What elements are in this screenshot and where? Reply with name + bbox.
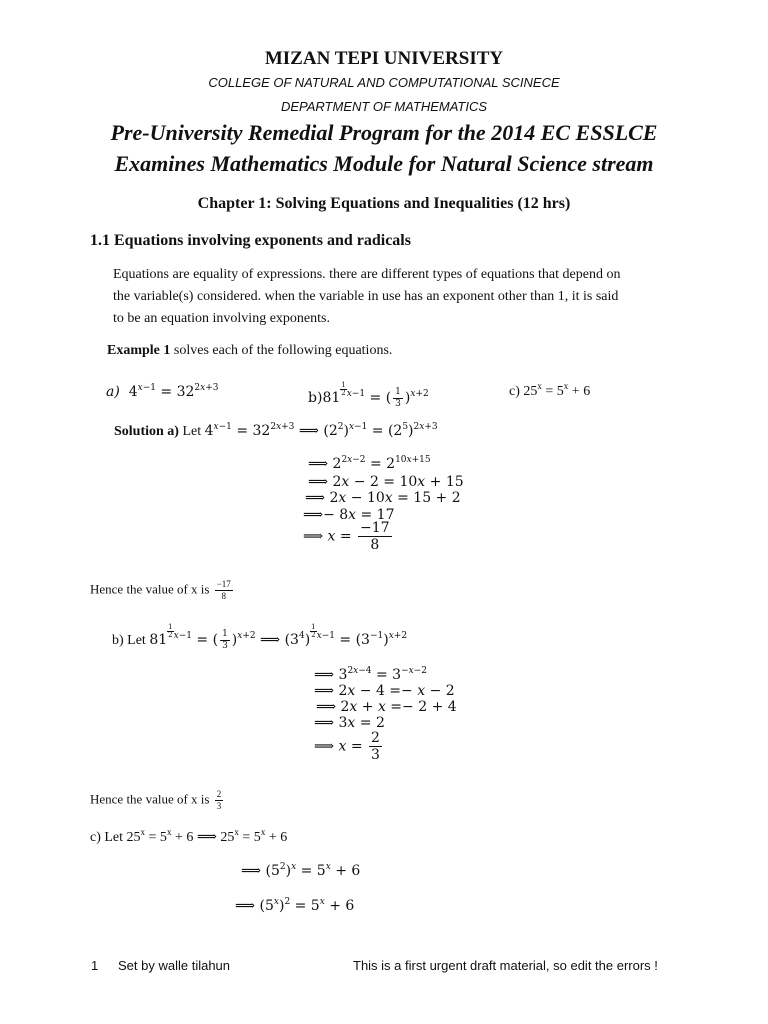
department-name: DEPARTMENT OF MATHEMATICS <box>280 99 488 114</box>
intro-line-1: Equations are equality of expressions. there are different types of equations that depend on <box>113 267 621 282</box>
solution-c-first-step: c) Let $25^x = 5^x + 6$ ⟹ $25^x = 5^x + 6$ <box>90 827 288 845</box>
problem-a: a) $4^{𝑥-1} = 32^{2𝑥+3}$ <box>106 383 219 400</box>
solution-a-answer: Hence the value of x is $\frac{-17}{8}$ <box>90 579 231 601</box>
example-text: solves each of the following equations. <box>170 343 393 358</box>
section-title: 1.1 Equations involving exponents and radicals <box>90 232 411 249</box>
solution-b-step-3: ⟹ 2𝑥 − 4 =− 𝑥 − 2 <box>314 683 455 699</box>
solution-a-step-4: ⟹ 2𝑥 − 10𝑥 = 15 + 2 <box>305 490 461 506</box>
solution-b-step-5: ⟹ 3𝑥 = 2 <box>314 715 385 731</box>
college-name: COLLEGE OF NATURAL AND COMPUTATIONAL SCINECE <box>208 75 560 90</box>
solution-b-step-6: ⟹ 𝑥 = $\frac{2}{3}$ <box>314 730 380 763</box>
solution-b-first-step: b) Let 81 $\frac{1}{2}$ $^{𝑥-1}$ = ( $\frac{1}{3}$ )$^{𝑥+2}$ ⟹ $(3^4)$ $\frac{1}{2}$ $^{𝑥-1} = (3^{-1})^{𝑥+2}$ <box>112 623 408 651</box>
page-number: 1 <box>91 958 99 973</box>
example-label: Example 1 <box>107 343 171 358</box>
module-title-line2: Examines Mathematics Module for Natural Science stream <box>114 151 654 176</box>
solution-a-first-step: Solution a) Let $4^{𝑥-1} = 32^{2𝑥+3}$ ⟹ $(2^2)^{𝑥-1} = (2^5)^{2𝑥+3}$ <box>114 422 438 439</box>
solution-b-answer: Hence the value of x is $\frac{2}{3}$ <box>90 789 222 811</box>
university-name: MIZAN TEPI UNIVERSITY <box>264 48 504 69</box>
intro-line-3: to be an equation involving exponents. <box>113 311 330 326</box>
solution-c-step-2: ⟹ $(5^2)^𝑥 = 5^𝑥 + 6$ <box>241 862 361 879</box>
footer-author: Set by walle tilahun <box>118 958 231 973</box>
solution-b-step-4: ⟹ 2𝑥 + 𝑥 =− 2 + 4 <box>316 699 457 715</box>
solution-a-step-6: ⟹ 𝑥 = $\frac{-17}{8}$ <box>303 520 390 553</box>
solution-b-step-2: ⟹ $3^{2𝑥-4} = 3^{-𝑥-2}$ <box>314 666 427 683</box>
problem-b: b)81 $\frac{1}{2}$ $^{𝑥-1}$ = ( $\frac{1}{3}$ )$^{𝑥+2}$ <box>308 381 429 409</box>
solution-c-step-3: ⟹ $(5^𝑥)^2 = 5^𝑥 + 6$ <box>235 897 355 914</box>
solution-a-step-3: ⟹ 2𝑥 − 2 = 10𝑥 + 15 <box>308 474 464 490</box>
module-title-line1: Pre-University Remedial Program for the 2014 EC ESSLCE <box>110 120 658 145</box>
chapter-title: Chapter 1: Solving Equations and Inequalities (12 hrs) <box>197 195 571 212</box>
intro-line-2: the variable(s) considered. when the variable in use has an exponent other than 1, it is said <box>113 289 619 304</box>
footer-note: This is a first urgent draft material, so edit the errors ! <box>353 958 658 973</box>
solution-a-step-5: ⟹− 8𝑥 = 17 <box>303 507 395 523</box>
problem-c: c) $25^x = 5^x + 6$ <box>509 381 591 399</box>
example-statement <box>107 343 392 359</box>
solution-a-step-2: ⟹ $2^{2𝑥-2} = 2^{10𝑥+15}$ <box>308 455 431 472</box>
